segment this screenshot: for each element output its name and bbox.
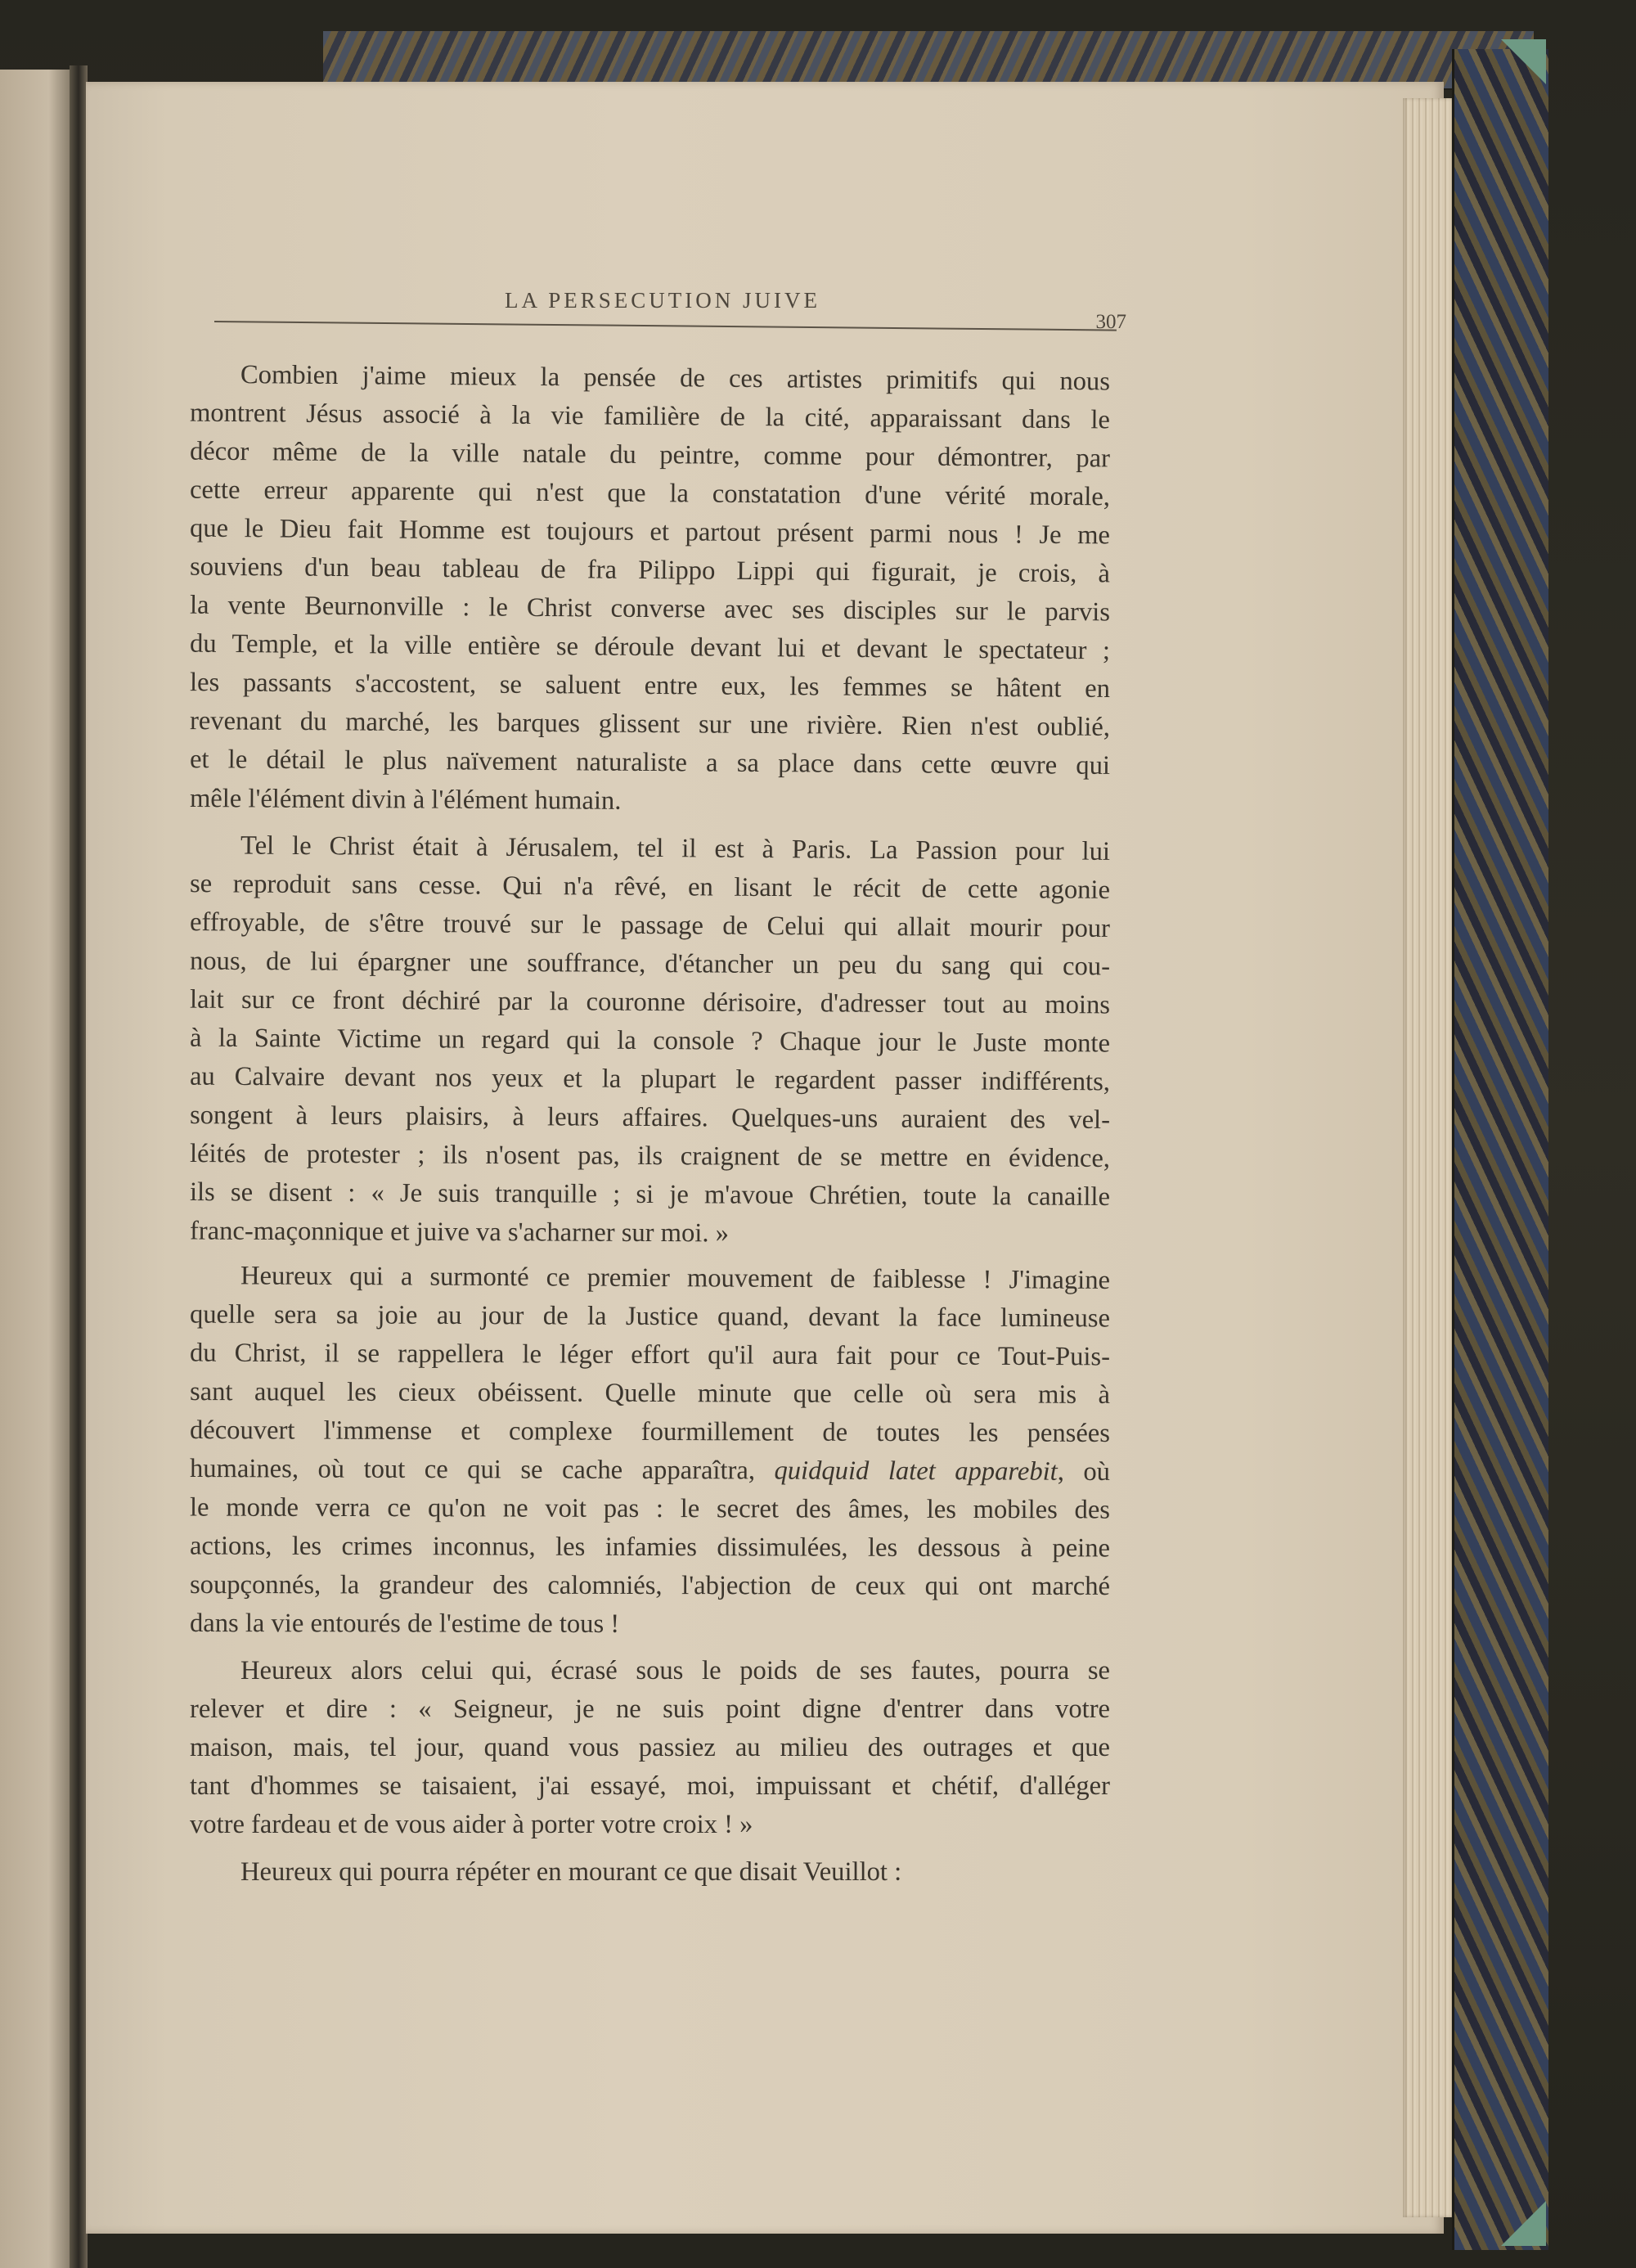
text-line: franc-maçonnique et juive va s'acharner sur moi. » <box>189 1216 730 1249</box>
running-head-title: LA PERSECUTION JUIVE <box>504 288 820 313</box>
text-line: souviens d'un beau tableau de fra Pilippo Lippi qui figurait, je crois, à <box>189 551 1111 589</box>
page-fore-edge <box>1403 98 1452 2217</box>
text-line: soupçonnés, la grandeur des calomniés, l'abjection de ceux qui ont marché <box>189 1570 1111 1601</box>
text-line: Heureux qui pourra répéter en mourant ce que disait Veuillot : <box>240 1857 902 1887</box>
text-line: maison, mais, tel jour, quand vous passiez au milieu des outrages et que <box>190 1733 1110 1762</box>
text-line: actions, les crimes inconnus, les infamies dissimulées, les dessous à peine <box>189 1531 1111 1564</box>
text-line: les passants s'accostent, se saluent entre eux, les femmes se hâtent en <box>189 668 1111 704</box>
text-line: Tel le Christ était à Jérusalem, tel il est à Paris. La Passion pour lui <box>240 830 1111 866</box>
text-line: sant auquel les cieux obéissent. Quelle minute que celle où sera mis à <box>189 1377 1111 1410</box>
page-number: 307 <box>1095 311 1126 333</box>
head-rule <box>214 321 1117 331</box>
text-line: découvert l'immense et complexe fourmillement de toutes les pensées <box>189 1415 1111 1448</box>
text-line: mêle l'élément divin à l'élément humain. <box>189 784 622 816</box>
text-line: cette erreur apparente qui n'est que la constatation d'une vérité morale, <box>189 475 1111 512</box>
text-line: effroyable, de s'être trouvé sur le passage de Celui qui allait mourir pour <box>189 907 1111 943</box>
text-line: le monde verra ce qu'on ne voit pas : le secret des âmes, les mobiles des <box>189 1492 1111 1525</box>
text-line: songent à leurs plaisirs, à leurs affaires. Quelques-uns auraient des vel- <box>189 1100 1111 1135</box>
text-line: Combien j'aime mieux la pensée de ces artistes primitifs qui nous <box>240 360 1111 397</box>
text-segment: , où <box>1057 1456 1111 1487</box>
text-line: revenant du marché, les barques glissent sur une rivière. Rien n'est oublié, <box>189 706 1111 742</box>
text-line: montrent Jésus associé à la vie familière de la cité, apparaissant dans le <box>189 398 1111 435</box>
text-segment: humaines, où tout ce qui se cache apparaîtra, <box>189 1454 756 1486</box>
text-line: du Temple, et la ville entière se déroule devant lui et devant le spectateur ; <box>189 628 1111 666</box>
text-line: à la Sainte Victime un regard qui la console ? Chaque jour le Juste monte <box>189 1023 1111 1059</box>
text-line: dans la vie entourés de l'estime de tous ! <box>189 1609 620 1639</box>
marbled-cover-right <box>1452 49 1548 2250</box>
text-line: nous, de lui épargner une souffrance, d'étancher un peu du sang qui cou- <box>189 946 1111 982</box>
latin-quotation: quidquid latet apparebit <box>774 1456 1058 1487</box>
facing-page-sliver <box>0 70 70 2268</box>
text-line: léités de protester ; ils n'osent pas, ils craignent de se mettre en évidence, <box>189 1139 1111 1173</box>
text-line: relever et dire : « Seigneur, je ne suis point digne d'entrer dans votre <box>190 1694 1110 1724</box>
text-line: se reproduit sans cesse. Qui n'a rêvé, en lisant le récit de cette agonie <box>189 869 1111 905</box>
text-line: Heureux qui a surmonté ce premier mouvement de faiblesse ! J'imagine <box>240 1261 1111 1295</box>
text-line: la vente Beurnonville : le Christ converse avec ses disciples sur le parvis <box>189 590 1111 628</box>
book-gutter <box>70 65 88 2268</box>
text-line: tant d'hommes se taisaient, j'ai essayé, moi, impuissant et chétif, d'alléger <box>190 1771 1110 1801</box>
text-line: et le détail le plus naïvement naturaliste a sa place dans cette œuvre qui <box>189 745 1111 781</box>
running-head <box>214 288 1126 337</box>
text-line: ils se disent : « Je suis tranquille ; si je m'avoue Chrétien, toute la canaille <box>189 1177 1111 1212</box>
text-line: Heureux alors celui qui, écrasé sous le poids de ses fautes, pourra se <box>240 1656 1110 1685</box>
text-line: votre fardeau et de vous aider à porter votre croix ! » <box>190 1810 753 1839</box>
text-line: au Calvaire devant nos yeux et la plupart le regardent passer indifférents, <box>189 1061 1111 1097</box>
text-line: que le Dieu fait Homme est toujours et partout présent parmi nous ! Je me <box>189 513 1111 551</box>
text-line: lait sur ce front déchiré par la couronne dérisoire, d'adresser tout au moins <box>189 984 1111 1020</box>
text-line: du Christ, il se rappellera le léger effort qu'il aura fait pour ce Tout-Puis- <box>189 1338 1111 1372</box>
text-line: décor même de la ville natale du peintre, comme pour démontrer, par <box>189 436 1111 474</box>
text-line-with-italic <box>190 1451 1110 1490</box>
text-line: quelle sera sa joie au jour de la Justice quand, devant la face lumineuse <box>189 1299 1111 1334</box>
